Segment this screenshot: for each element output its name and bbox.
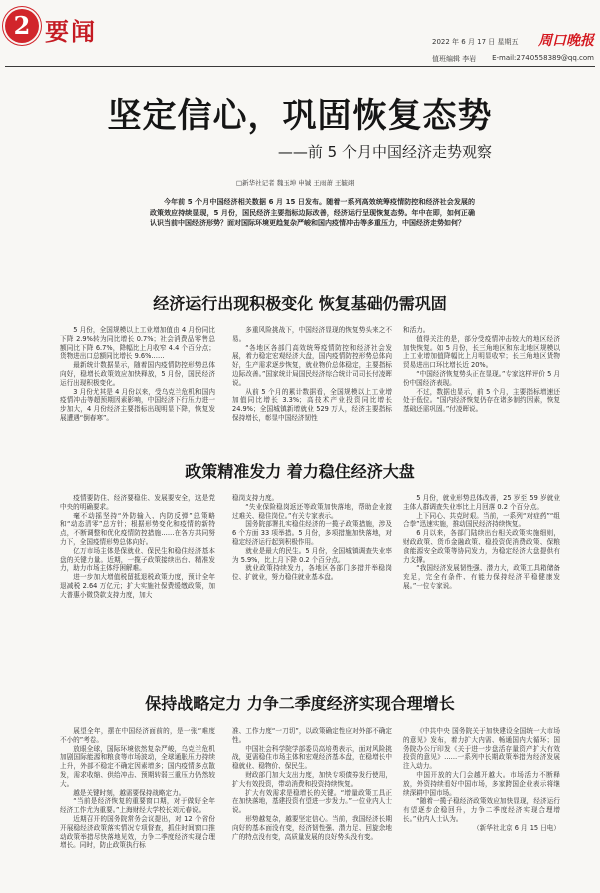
editor-email: E-mail:2740558389@qq.com bbox=[492, 54, 594, 62]
paragraph: “我国经济发展韧性强、潜力大，政策工具箱储备充足，完全有条件、有能力保持经济平稳健康发展。”一位专家说。 bbox=[403, 564, 560, 590]
section-heading: 经济运行出现积极变化 恢复基础仍需巩固 bbox=[153, 294, 447, 313]
paragraph: 5 月份，全国规模以上工业增加值由 4 月份同比下降 2.9%转为同比增长 0.7%；社会消费品零售总额同比下降 6.7%，降幅比上月收窄 4.4 个百分点；货物进出口总额同比增长 9.6%…… bbox=[60, 326, 215, 361]
text-column bbox=[403, 494, 560, 612]
paragraph: 中国开放的大门会越开越大。市场活力不断释放，外资持续看好中国市场，多家跨国企业表示将继续深耕中国市场。 bbox=[403, 770, 560, 797]
paragraph: 进一步加大增值税留抵退税政策力度，预计全年退减税 2.64 万亿元；扩大实施社保费缓缴政策，加大普惠小微贷款支持力度，加大 bbox=[60, 573, 215, 599]
lead-paragraph: 今年前 5 个月中国经济相关数据 6 月 15 日发布。随着一系列高效统筹疫情防控和经济社会发展的政策效应持续显现，5 月份，国民经济主要指标边际改善，经济运行呈现恢复态势。年中在即，如何正确认识当前中国经济形势？面对国际环境更趋复杂严峻和国内疫情冲击等多重压力，中国经济走势如何？ bbox=[150, 198, 475, 227]
paragraph: 《中共中央 国务院关于加快建设全国统一大市场的意见》发布，着力扩大内需、畅通国内大循环；国务院办公厅印发《关于进一步盘活存量资产扩大有效投资的意见》……一系列中长期政策举措为经济发展注入动力。 bbox=[403, 727, 560, 771]
paragraph: 就业政策持续发力，各地区各部门多措并举稳岗位、扩就业，努力稳住就业基本盘。 bbox=[232, 564, 392, 582]
section-heading: 保持战略定力 力争二季度经济实现合理增长 bbox=[145, 694, 455, 713]
section-label: 要闻 bbox=[45, 17, 97, 46]
paragraph: 准、工作力度“一刀切”，以政策确定性应对外部不确定性。 bbox=[232, 727, 392, 744]
text-column bbox=[403, 326, 560, 432]
text-column bbox=[60, 727, 215, 885]
paragraph: 上下同心、共克时艰。当前，一系列“对症药”“组合拳”迅速实施，推动国民经济持续恢复。 bbox=[403, 511, 560, 529]
paragraph: 放眼全球，国际环境依然复杂严峻，乌克兰危机加剧国际能源和粮食等市场波动，全球通胀压力持续上升，外部不稳定不确定因素增多；国内疫情多点散发，需求收缩、供给冲击、预期转弱三重压力仍然较大。 bbox=[60, 744, 215, 788]
subheadline: ——前 5 个月中国经济走势观察 bbox=[277, 143, 492, 161]
paragraph: 中国社会科学院学部委员高培勇表示，面对风险挑战，更需稳住市场主体和宏观经济基本盘，在稳增长中稳就业、稳物价、保民生。 bbox=[232, 744, 392, 771]
paragraph: “当前是经济恢复的重要窗口期，对于做好全年经济工作尤为重要。”上海财经大学校长刘元春说。 bbox=[60, 797, 215, 815]
paragraph: 最新统计数据显示，随着国内疫情防控形势总体向好，稳增长政策效应加快释放，5 月份，国民经济运行出现积极变化。 bbox=[60, 361, 215, 387]
paragraph: 和活力。 bbox=[403, 326, 430, 334]
page-number-badge: 2 bbox=[5, 9, 39, 43]
dateline-signoff: （新华社北京 6 月 15 日电） bbox=[473, 823, 560, 832]
editor-credit: 值班编辑 李岩 bbox=[432, 55, 477, 63]
header-rule bbox=[5, 66, 595, 67]
text-column bbox=[60, 326, 215, 432]
paragraph: 疫情要防住、经济要稳住、发展要安全，这是党中央的明确要求。 bbox=[60, 494, 215, 511]
paragraph: 近期召开的国务院常务会议提出，对 12 个省份开展稳经济政策落实情况专项督查，抓住时间窗口推动政策举措尽快落地见效，力争二季度经济实现合理增长。同时，防止政策执行标 bbox=[60, 814, 215, 850]
paragraph: 亿万市场主体是保就业、保民生和稳住经济基本盘的关键力量。近期，一揽子政策接续出台、精准发力，助力市场主体纾困解难。 bbox=[60, 546, 215, 573]
text-column bbox=[232, 727, 392, 885]
paragraph: 稳岗支持力度。 bbox=[232, 494, 279, 502]
paragraph: “失业保险稳岗返还等政策加快落地，帮助企业渡过难关、稳住岗位。”有关专家表示。 bbox=[232, 502, 392, 520]
text-column bbox=[403, 727, 560, 885]
paragraph: 不过，数据也显示，前 5 个月，主要指标增速还处于低位。“国内经济恢复仍存在诸多制约因素，恢复基础还需巩固。”付凌晖说。 bbox=[403, 387, 560, 414]
paragraph: 值得关注的是，部分受疫情冲击较大的地区经济加快恢复。如 5 月份，长三角地区和东北地区规模以上工业增加值降幅比上月明显收窄；长三角地区货物贸易进出口环比增长近 20%。 bbox=[403, 334, 560, 370]
byline: □新华社记者 魏玉坤 申铖 王雨萧 王毓翊 bbox=[236, 179, 355, 187]
paragraph: 国务院部署扎实稳住经济的一揽子政策措施，涉及 6 个方面 33 项举措。5 月份，多项措施加快落地，对稳定经济运行起到积极作用。 bbox=[232, 520, 392, 546]
section-heading: 政策精准发力 着力稳住经济大盘 bbox=[185, 462, 415, 481]
paragraph: 财政部门加大支出力度，加快专项债券发行使用，扩大有效投资，带动消费和投资持续恢复。 bbox=[232, 770, 392, 788]
paragraph: 多重风险挑战下，中国经济显现的恢复势头来之不易。 bbox=[232, 326, 392, 343]
paragraph: “中国经济恢复势头正在显现。”专家这样评价 5 月份中国经济表现。 bbox=[403, 369, 560, 387]
text-column bbox=[60, 494, 215, 612]
paragraph: 扩大有效需求是稳增长的关键。“增量政策工具正在加快落地，基建投资有望进一步发力。”一位业内人士说。 bbox=[232, 788, 392, 815]
paragraph: 从前 5 个月的累计数据看，全国规模以上工业增加值同比增长 3.3%；高技术产业投资同比增长 24.9%；全国城镇新增就业 529 万人，经济主要指标保持增长，彰显中国经济韧性 bbox=[232, 387, 392, 422]
paragraph: 展望全年，摆在中国经济面前的，是一张“难度不小的”考卷。 bbox=[60, 727, 215, 744]
text-column bbox=[232, 494, 392, 612]
paragraph: “随着一揽子稳经济政策效应加快显现，经济运行有望逐步企稳回升，力争二季度经济实现合理增长。”业内人士认为。 bbox=[403, 797, 560, 823]
paragraph: 就业是最大的民生。5 月份，全国城镇调查失业率为 5.9%，比上月下降 0.2 个百分点。 bbox=[232, 546, 392, 564]
paragraph: 3 月份尤其是 4 月份以来，受乌克兰危机和国内疫情冲击等超预期因素影响，中国经济下行压力进一步加大，4 月份经济主要指标出现明显下降，恢复发展遭遇“倒春寒”。 bbox=[60, 387, 215, 422]
paragraph: 毫不动摇坚持“外防输入、内防反弹”总策略和“动态清零”总方针；根据形势变化和疫情的新特点，不断调整和优化疫情防控措施……在各方共同努力下，全国疫情形势总体向好。 bbox=[60, 511, 215, 546]
headline: 坚定信心，巩固恢复态势 bbox=[107, 96, 493, 136]
issue-date: 2022 年 6 月 17 日 星期五 bbox=[432, 38, 519, 46]
paragraph: “各地区各部门高效统筹疫情防控和经济社会发展，着力稳定宏观经济大盘，国内疫情防控形势总体向好，生产需求逐步恢复，就业物价总体稳定，主要指标边际改善。”国家统计局国民经济综合统计司司长付凌晖说。 bbox=[232, 343, 392, 387]
paragraph: 形势越复杂，越要坚定信心。当前，我国经济长期向好的基本面没有变，经济韧性强、潜力足、回旋余地广的特点没有变，高质量发展的良好势头没有变。 bbox=[232, 814, 392, 841]
paragraph: 越是关键时刻，越需要保持战略定力。 bbox=[73, 788, 186, 797]
paragraph: 5 月份，就业形势总体改善，25 岁至 59 岁就业主体人群调查失业率比上月回落 0.2 个百分点。 bbox=[403, 494, 560, 511]
paragraph: 6 月以来，各部门陆续出台相关政策实施细则，财政政策、货币金融政策、稳投资促消费政策、保粮食能源安全政策等协同发力，为稳定经济大盘提供有力支撑。 bbox=[403, 529, 560, 564]
text-column bbox=[232, 326, 392, 432]
newspaper-logo: 周口晚报 bbox=[538, 33, 594, 49]
